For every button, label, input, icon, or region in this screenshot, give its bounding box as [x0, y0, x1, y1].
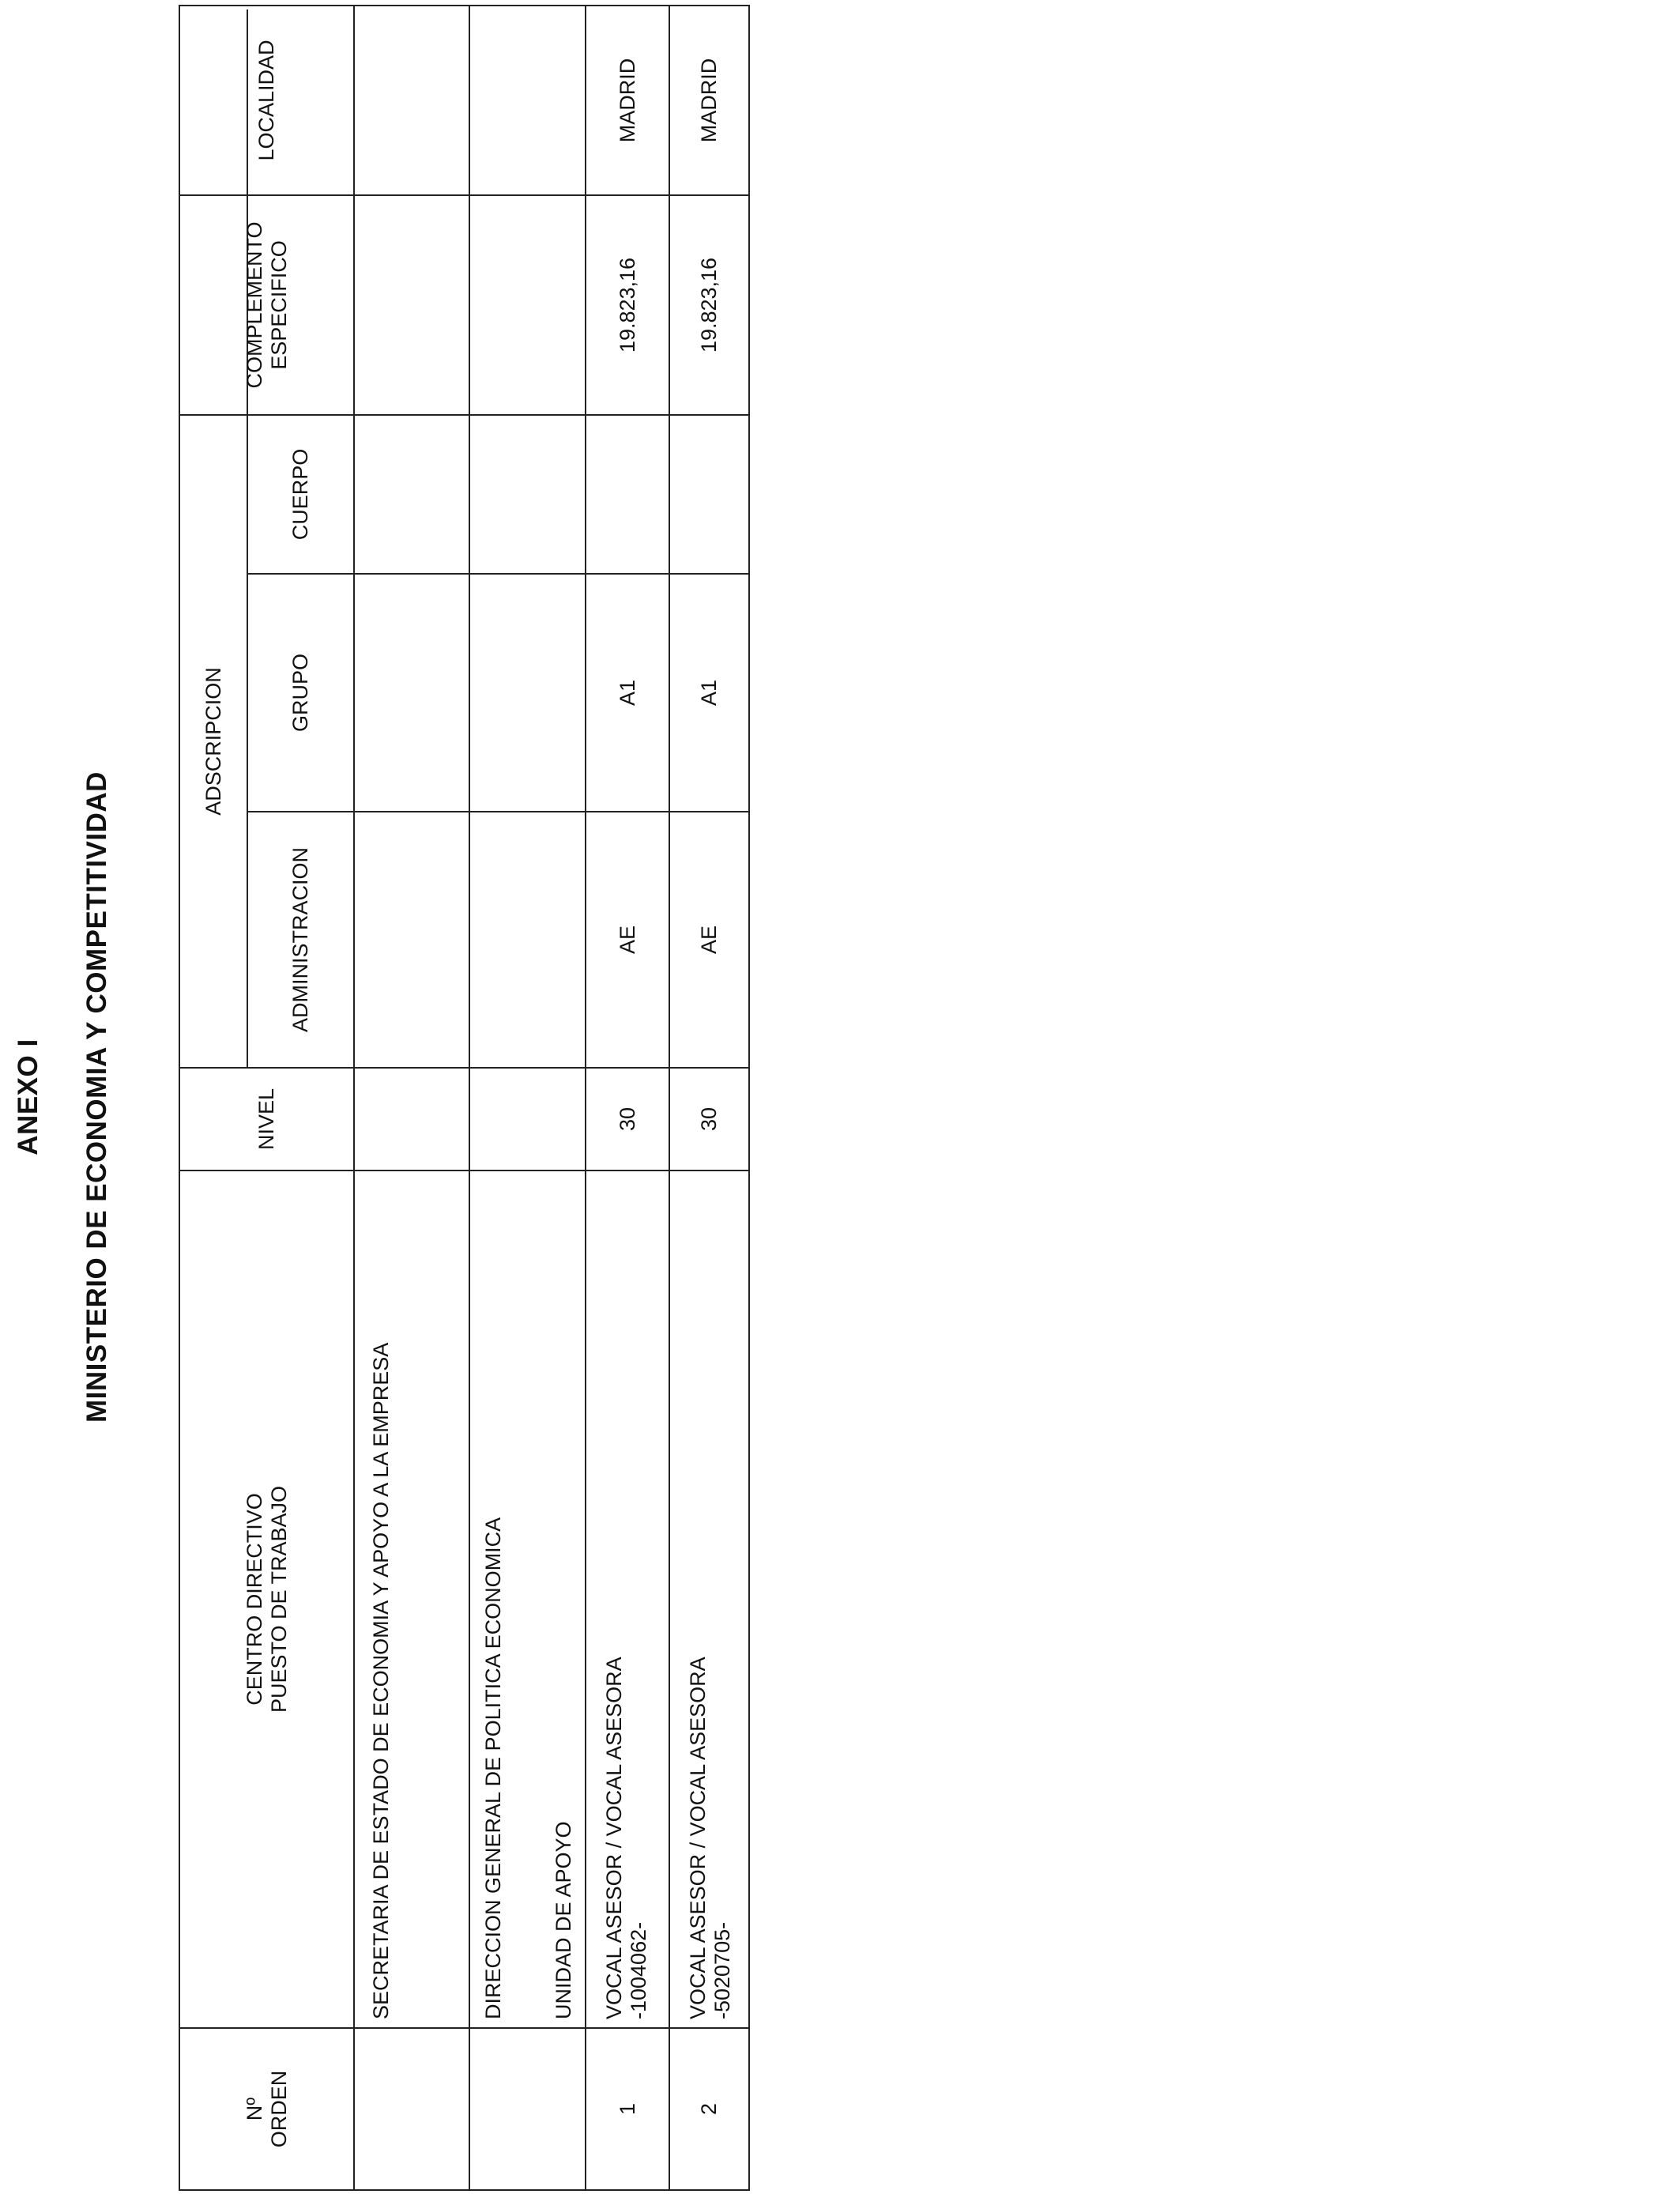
row-2-localidad-value: MADRID — [697, 58, 721, 143]
table-border-bottom — [748, 5, 750, 2191]
section-direccion-label: DIRECCION GENERAL DE POLITICA ECONOMICA — [481, 1517, 505, 2019]
row-2-orden-value: 2 — [697, 2102, 721, 2116]
header-adscripcion-label: ADSCRIPCION — [201, 667, 225, 816]
row-1-nivel — [586, 1069, 669, 1170]
header-localidad — [180, 6, 353, 194]
row-2-puesto — [670, 1171, 748, 2027]
row-2-grupo — [670, 575, 748, 811]
row-2-grupo-value: A1 — [697, 679, 721, 707]
header-complemento — [180, 196, 353, 414]
annex-title: ANEXO I — [13, 1039, 43, 1155]
section-secretaria-label: SECRETARIA DE ESTADO DE ECONOMIA Y APOYO A LA EMPRESA — [369, 1342, 393, 2019]
row-1-orden — [586, 2029, 669, 2189]
header-orden — [180, 2029, 353, 2189]
row-2-administracion-value: AE — [697, 925, 721, 955]
row-1-localidad-value: MADRID — [615, 58, 639, 143]
row-1-puesto-code: -1004062- — [627, 1921, 650, 2019]
header-nivel — [180, 1069, 353, 1170]
header-cuerpo — [248, 416, 353, 573]
header-grupo-label: GRUPO — [288, 654, 312, 733]
row-2-localidad — [670, 6, 748, 194]
section-unidad — [541, 1171, 585, 2027]
row-1-administracion-value: AE — [615, 925, 639, 955]
row-1-grupo — [586, 575, 669, 811]
positions-table — [179, 5, 750, 2191]
row-1-orden-value: 1 — [615, 2102, 639, 2116]
row-1-administracion — [586, 812, 669, 1067]
row-2-cuerpo — [670, 416, 748, 573]
header-grupo — [248, 575, 353, 811]
ministry-title: MINISTERIO DE ECONOMIA Y COMPETITIVIDAD — [81, 771, 112, 1423]
row-1-grupo-value: A1 — [615, 679, 639, 707]
row-1-complemento — [586, 196, 669, 414]
header-cuerpo-label: CUERPO — [288, 448, 312, 541]
header-adscripcion — [180, 416, 247, 1067]
header-centro-line2: PUESTO DE TRABAJO — [266, 1485, 291, 1713]
header-nivel-label: NIVEL — [254, 1088, 278, 1151]
row-2-orden — [670, 2029, 748, 2189]
row-2-complemento-value: 19.823,16 — [697, 257, 721, 353]
row-2-nivel-value: 30 — [697, 1106, 721, 1132]
header-centro-line1: CENTRO DIRECTIVO — [242, 1493, 266, 1706]
row-2-administracion — [670, 812, 748, 1067]
header-localidad-label: LOCALIDAD — [254, 40, 278, 161]
row-1-complemento-value: 19.823,16 — [615, 257, 639, 353]
row-1-nivel-value: 30 — [615, 1106, 639, 1132]
section-unidad-label: UNIDAD DE APOYO — [552, 1821, 575, 2019]
row-1-puesto-name: VOCAL ASESOR / VOCAL ASESORA — [602, 1657, 626, 2019]
table-border-left — [179, 2189, 750, 2191]
row-1-localidad — [586, 6, 669, 194]
section-secretaria — [355, 1171, 469, 2027]
row-2-nivel — [670, 1069, 748, 1170]
row-2-puesto-name: VOCAL ASESOR / VOCAL ASESORA — [686, 1657, 710, 2019]
row-2-puesto-code: -5020705- — [710, 1921, 734, 2019]
row-2-complemento — [670, 196, 748, 414]
header-administracion — [248, 812, 353, 1067]
header-orden-line2: ORDEN — [266, 2070, 291, 2148]
header-administracion-label: ADMINISTRACION — [288, 847, 312, 1033]
header-complemento-line2: ESPECIFICO — [266, 240, 291, 370]
row-1-cuerpo — [586, 416, 669, 573]
header-complemento-line1: COMPLEMENTO — [242, 221, 266, 389]
header-centro — [180, 1171, 353, 2027]
row-1-puesto — [586, 1171, 669, 2027]
header-orden-line1: Nº — [242, 2097, 266, 2121]
